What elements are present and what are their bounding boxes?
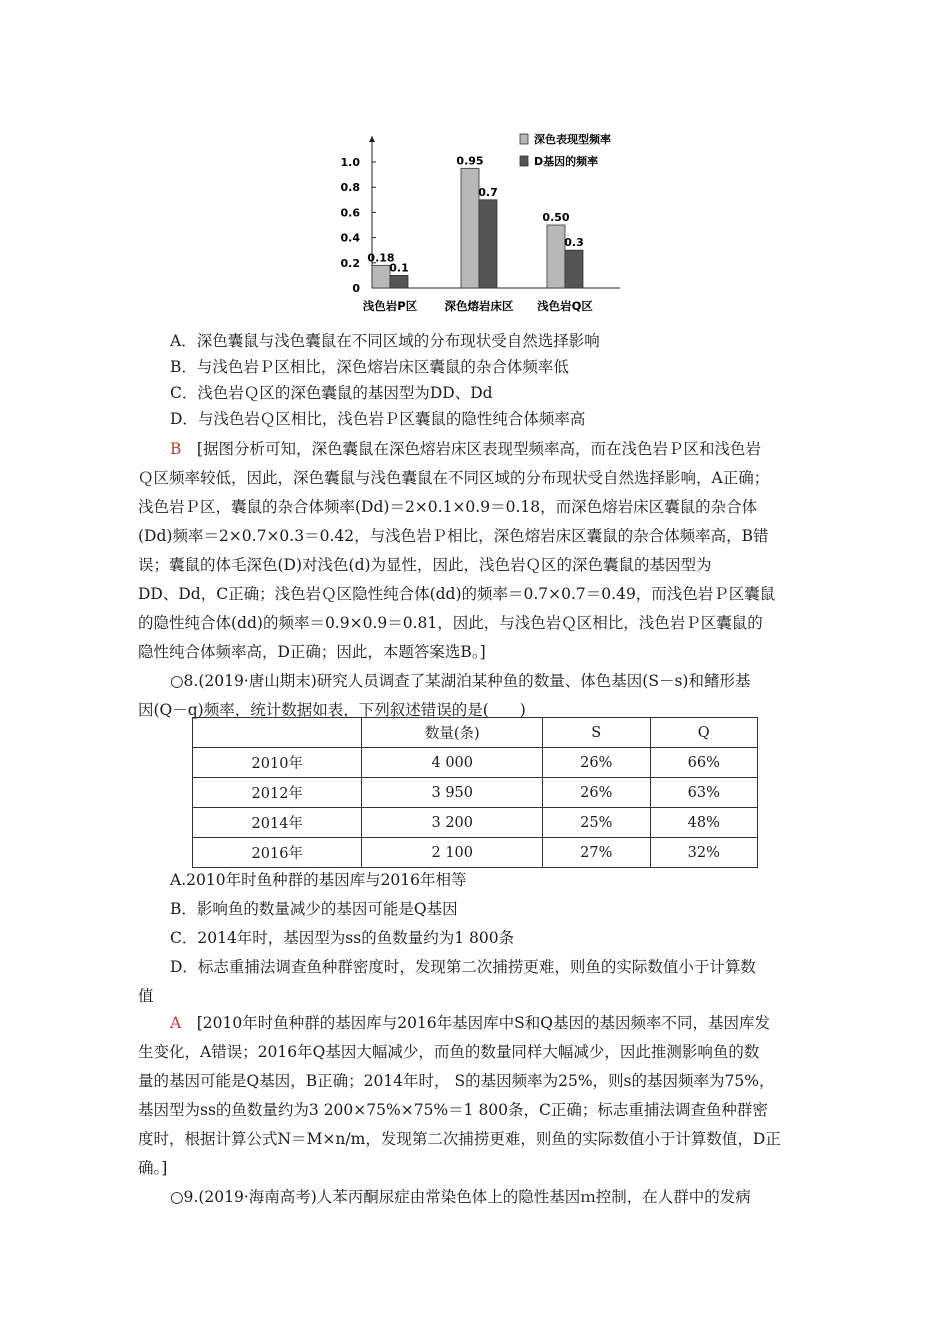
table-cell: 27% bbox=[543, 838, 650, 868]
q7-explanation-line: Ｑ区频率较低，因此，深色囊鼠与浅色囊鼠在不同区域的分布现状受自然选择影响，A正确； bbox=[138, 469, 770, 487]
x-tick-label: 深色熔岩床区 bbox=[444, 299, 514, 313]
table-cell: 26% bbox=[543, 778, 650, 808]
table-cell: 2 100 bbox=[362, 838, 543, 868]
table-row bbox=[193, 838, 758, 868]
q8-explanation-line: 度时，根据计算公式N＝M×n/m，发现第二次捕捞更难，则鱼的实际数值小于计算数值，D正 bbox=[138, 1130, 781, 1148]
y-tick-label: 0 bbox=[352, 282, 360, 295]
y-tick-label: 1.0 bbox=[340, 156, 360, 169]
q8-stem-line: ○8.(2019·唐山期末)研究人员调查了某湖泊某种鱼的数量、体色基因(S－s)和鳍形基 bbox=[170, 672, 751, 690]
q7-option-a: A．深色囊鼠与浅色囊鼠在不同区域的分布现状受自然选择影响 bbox=[170, 332, 600, 350]
q7-explanation-line: B [据图分析可知，深色囊鼠在深色熔岩床区表现型频率高，而在浅色岩Ｐ区和浅色岩 bbox=[170, 440, 761, 458]
q7-option-c: C．浅色岩Ｑ区的深色囊鼠的基因型为DD、Dd bbox=[170, 384, 493, 402]
data-label: 0.3 bbox=[564, 236, 584, 250]
y-tick-label: 0.8 bbox=[340, 181, 360, 195]
bar-chart bbox=[330, 122, 630, 327]
table-cell: 26% bbox=[543, 748, 650, 778]
bar bbox=[390, 275, 408, 288]
q7-explanation-line: 的隐性纯合体(dd)的频率＝0.9×0.9＝0.81，因此，与浅色岩Ｑ区相比，浅色岩Ｐ区囊鼠的 bbox=[138, 614, 763, 632]
table-header-cell: S bbox=[543, 718, 650, 748]
data-label: 0.95 bbox=[456, 154, 484, 168]
table-header-row bbox=[193, 718, 758, 748]
q8-option-b: B．影响鱼的数量减少的基因可能是Q基因 bbox=[170, 900, 458, 918]
q7-explanation-line: (Dd)频率＝2×0.7×0.3＝0.42，与浅色岩Ｐ相比，深色熔岩床区囊鼠的杂合体频率高，B错 bbox=[138, 527, 769, 545]
q8-stem-line: 因(Q－q)频率，统计数据如表，下列叙述错误的是( ) bbox=[138, 701, 526, 719]
y-tick-label: 0.2 bbox=[340, 256, 360, 270]
x-tick-label: 浅色岩P区 bbox=[362, 299, 418, 313]
q8-explanation-line: A [2010年时鱼种群的基因库与2016年基因库中S和Q基因的基因频率不同，基因库发 bbox=[170, 1014, 770, 1032]
table-cell: 4 000 bbox=[362, 748, 543, 778]
table-cell: 25% bbox=[543, 808, 650, 838]
q8-explanation-line: 基因型为ss的鱼数量约为3 200×75%×75%＝1 800条，C正确；标志重捕法调查鱼种群密 bbox=[138, 1101, 768, 1119]
table-cell: 2010年 bbox=[193, 748, 362, 778]
y-axis-arrow bbox=[369, 136, 375, 142]
table-row bbox=[193, 778, 758, 808]
q8-explanation-line: 确。] bbox=[138, 1159, 168, 1177]
table-cell: 2014年 bbox=[193, 808, 362, 838]
q7-explanation-line: 浅色岩Ｐ区，囊鼠的杂合体频率(Dd)＝2×0.1×0.9＝0.18，而深色熔岩床区囊鼠的杂合体 bbox=[138, 498, 758, 516]
bar bbox=[461, 168, 479, 288]
q7-explanation-line: 隐性纯合体频率高，D正确；因此，本题答案选B。] bbox=[138, 643, 486, 661]
table-cell: 3 950 bbox=[362, 778, 543, 808]
table-cell: 32% bbox=[650, 838, 758, 868]
q8-explanation-line: 量的基因可能是Q基因，B正确；2014年时， S的基因频率为25%，则s的基因频率为75%， bbox=[138, 1072, 775, 1090]
bar bbox=[547, 225, 565, 288]
q8-explanation-line: 生变化，A错误；2016年Q基因大幅减少，而鱼的数量同样大幅减少，因此推测影响鱼的数 bbox=[138, 1043, 760, 1061]
q7-explanation-line: 误；囊鼠的体毛深色(D)对浅色(d)为显性，因此，浅色岩Ｑ区的深色囊鼠的基因型为 bbox=[138, 556, 712, 574]
table-cell: 3 200 bbox=[362, 808, 543, 838]
q7-option-d: D．与浅色岩Ｑ区相比，浅色岩Ｐ区囊鼠的隐性纯合体频率高 bbox=[170, 410, 586, 428]
frequency-table bbox=[192, 717, 758, 868]
chart-bars bbox=[363, 154, 594, 313]
q9-stem: ○9.(2019·海南高考)人苯丙酮尿症由常染色体上的隐性基因ｍ控制，在人群中的发病 bbox=[170, 1188, 751, 1206]
table-header-cell: Q bbox=[650, 718, 758, 748]
table-cell: 48% bbox=[650, 808, 758, 838]
q8-option-c: C．2014年时，基因型为ss的鱼数量约为1 800条 bbox=[170, 929, 515, 947]
legend-swatch bbox=[520, 156, 528, 166]
legend-swatch bbox=[520, 134, 528, 144]
bar bbox=[372, 265, 390, 288]
bar bbox=[565, 250, 583, 288]
chart-legend bbox=[520, 132, 611, 168]
y-tick-label: 0.4 bbox=[340, 231, 360, 245]
y-tick-label: 0.6 bbox=[340, 206, 360, 220]
q8-option-a: A.2010年时鱼种群的基因库与2016年相等 bbox=[170, 871, 467, 889]
x-tick-label: 浅色岩Q区 bbox=[537, 299, 593, 313]
data-label: 0.50 bbox=[542, 211, 570, 224]
legend-label: D基因的频率 bbox=[534, 155, 599, 168]
bar bbox=[479, 200, 497, 288]
data-label: 0.1 bbox=[389, 261, 409, 275]
q8-option-d-cont: 值 bbox=[138, 987, 154, 1005]
q7-option-b: B．与浅色岩Ｐ区相比，深色熔岩床区囊鼠的杂合体频率低 bbox=[170, 358, 569, 376]
q8-answer: A bbox=[170, 1014, 182, 1032]
q7-answer: B bbox=[170, 440, 182, 458]
table-header-cell bbox=[193, 718, 362, 748]
q8-option-d: D．标志重捕法调查鱼种群密度时，发现第二次捕捞更难，则鱼的实际数值小于计算数 bbox=[170, 958, 756, 976]
data-label: 0.7 bbox=[478, 185, 498, 199]
table-row bbox=[193, 808, 758, 838]
legend-label: 深色表现型频率 bbox=[534, 133, 611, 146]
table-cell: 66% bbox=[650, 748, 758, 778]
q7-explanation-line: DD、Dd，C正确；浅色岩Ｑ区隐性纯合体(dd)的频率＝0.7×0.7＝0.49，而浅色岩Ｐ区囊鼠 bbox=[138, 585, 776, 603]
table-header-cell: 数量(条) bbox=[362, 718, 543, 748]
data-label: 0.18 bbox=[367, 251, 395, 265]
table-cell: 2016年 bbox=[193, 838, 362, 868]
table-cell: 63% bbox=[650, 778, 758, 808]
table-row bbox=[193, 748, 758, 778]
table-cell: 2012年 bbox=[193, 778, 362, 808]
